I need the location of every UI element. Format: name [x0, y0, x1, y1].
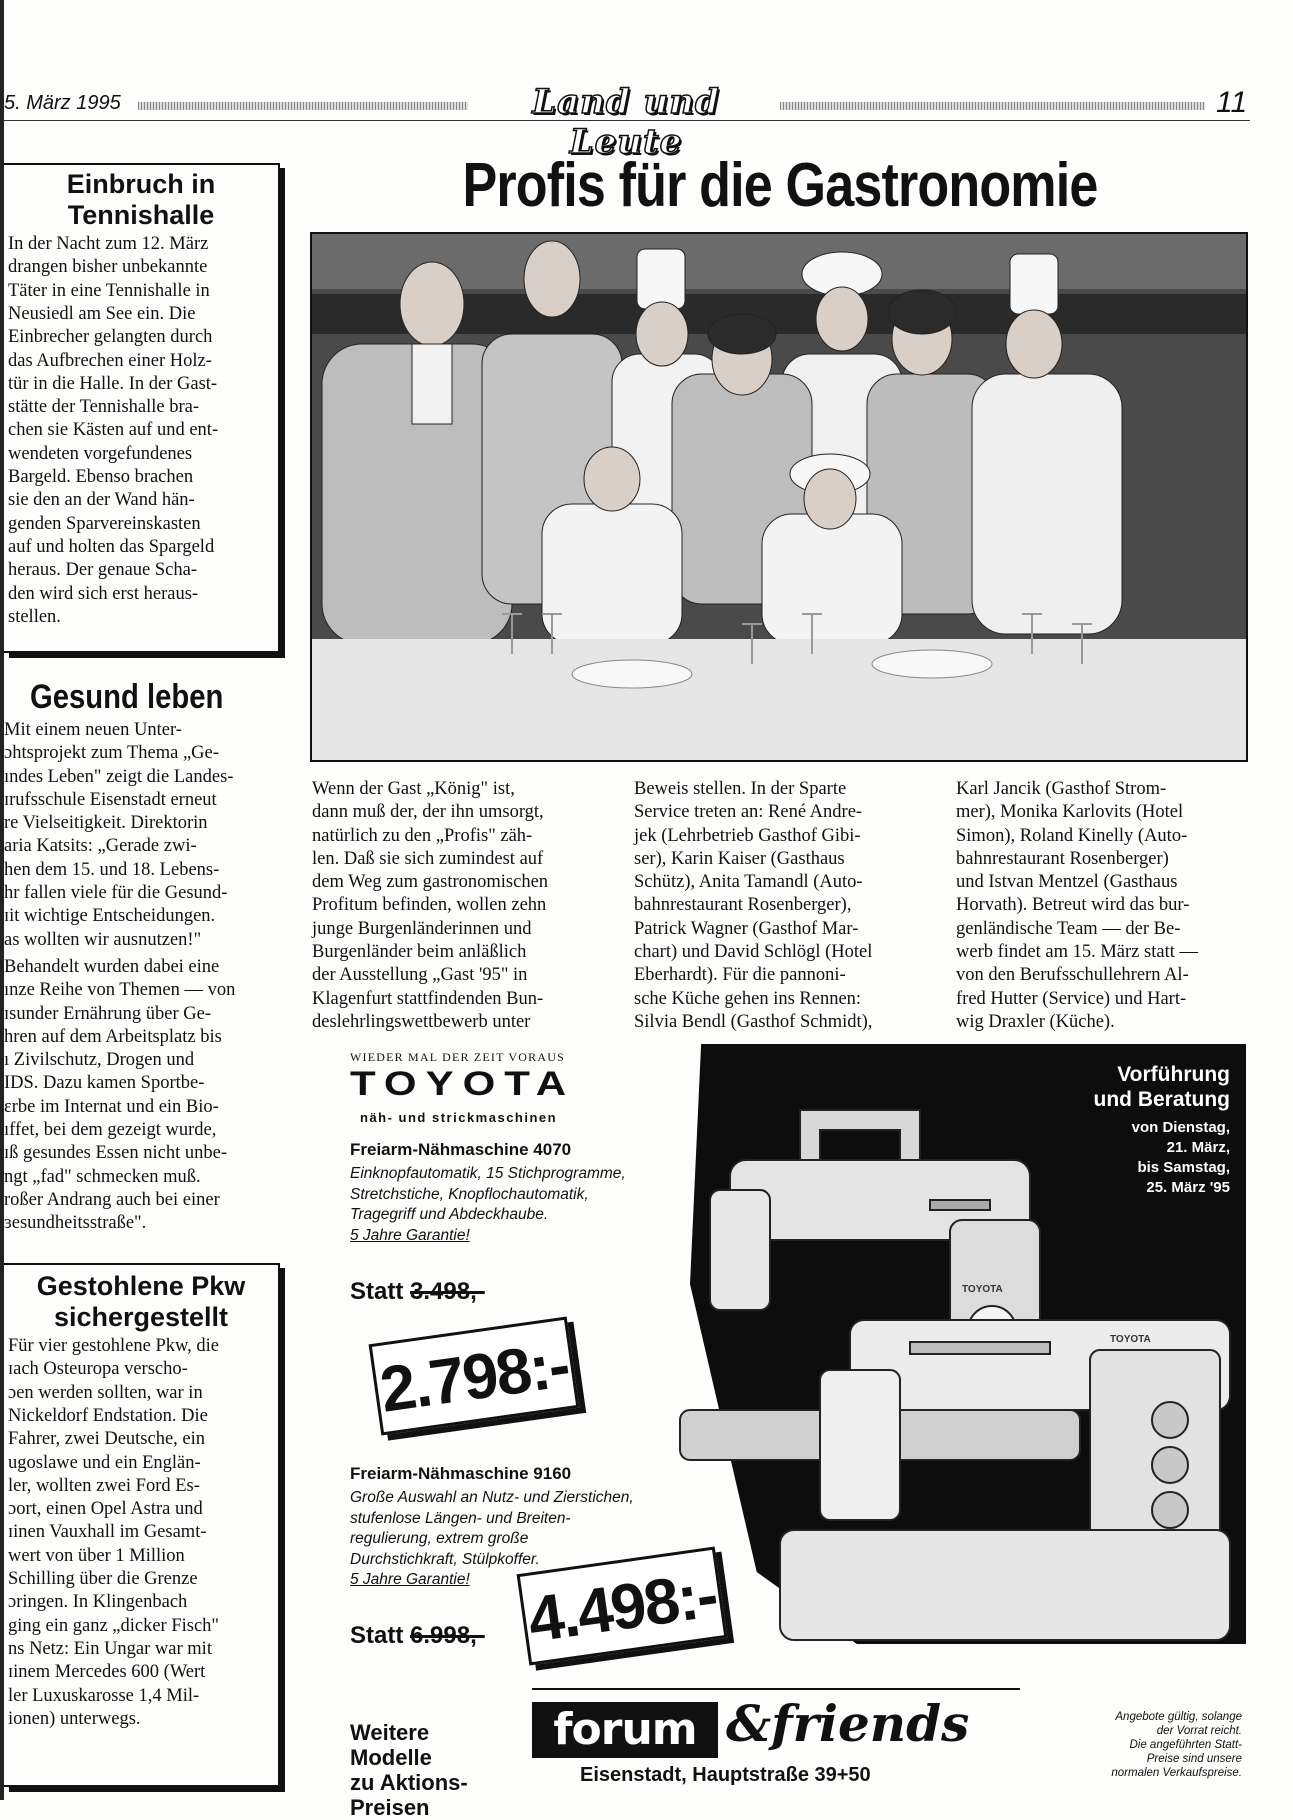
text-line: Simon), Roland Kinelly (Auto-	[956, 825, 1188, 846]
header-rule-right	[780, 102, 1205, 110]
desc-lines	[350, 1164, 626, 1226]
text-line: Patrick Wagner (Gasthof Mar-	[634, 918, 859, 939]
text-line: ɔort, einen Opel Astra und	[8, 1499, 203, 1520]
article-col-1	[312, 778, 612, 1034]
paragraph	[4, 719, 288, 952]
text-line: der Vorrat reicht.	[1156, 1725, 1242, 1737]
text-line: Klagenfurt stattfindenden Bun-	[312, 988, 544, 1009]
text-line: genländische Team — der Be-	[956, 918, 1181, 939]
article-col-3	[956, 778, 1250, 1034]
text-line: 21. März,	[1166, 1139, 1230, 1156]
text-line: ionen) unterwegs.	[8, 1708, 141, 1729]
text-line: Wenn der Gast „König" ist,	[312, 779, 515, 799]
text-line: werb findet am 15. März statt —	[956, 942, 1198, 963]
title-line: sichergestellt	[53, 1302, 229, 1333]
text-line: ugoslawe und ein Englän-	[8, 1452, 201, 1473]
text-line: stufenlose Längen- und Breiten-	[350, 1509, 571, 1527]
text-line: Burgenländer beim anläßlich	[312, 942, 527, 963]
main-headline: Profis für die Gastronomie	[462, 151, 1098, 220]
text-line: ler Luxuskarosse 1,4 Mil-	[8, 1685, 200, 1706]
text-line: hen dem 15. und 18. Lebens-	[4, 859, 220, 880]
article-gesund-body	[4, 719, 288, 1236]
text-line: Weitere	[350, 1720, 430, 1745]
text-line: IDS. Dazu kamen Sportbe-	[4, 1073, 205, 1094]
text-line: chen sie Kästen auf und ent-	[8, 420, 219, 441]
text-line: bahnrestaurant Rosenberger)	[956, 848, 1169, 869]
text-line: Angebote gültig, solange	[1115, 1711, 1242, 1723]
text-line: dem Weg zum gastronomischen	[312, 872, 549, 893]
promo-dates	[990, 1118, 1230, 1198]
text-line: chart) und David Schlögl (Hotel	[634, 942, 873, 963]
text-line: wig Draxler (Küche).	[956, 1011, 1115, 1032]
text-line: Preisen	[350, 1795, 430, 1820]
text-line: Schilling über die Grenze	[8, 1569, 198, 1590]
text-line: Horvath). Betreut wird das bur-	[956, 895, 1190, 916]
text-line: ser), Karin Kaiser (Gasthaus	[634, 848, 845, 869]
text-line: regulierung, extrem große	[350, 1530, 529, 1547]
text-line: ɛrbe im Internat und ein Bio-	[4, 1096, 219, 1117]
toyota-subtitle: näh- und strickmaschinen	[360, 1110, 558, 1125]
article-einbruch	[4, 163, 280, 653]
text-line: roßer Andrang auch bei einer	[4, 1189, 220, 1210]
article-pkw	[4, 1263, 280, 1787]
text-line: ɪsunder Ernährung über Ge-	[4, 1003, 212, 1024]
text-line: drangen bisher unbekannte	[8, 257, 208, 278]
text-line: ıffet, bei dem gezeigt wurde,	[4, 1120, 217, 1141]
old-price: 6.998,-	[410, 1622, 485, 1649]
guarantee: 5 Jahre Garantie!	[350, 1226, 470, 1244]
text-line: Durchstichkraft, Stülpkoffer.	[350, 1550, 540, 1568]
promo-title	[990, 1062, 1230, 1112]
text-line: auf und holten das Spargeld	[8, 536, 215, 557]
product-2-old-price	[350, 1622, 485, 1650]
text-line: bis Samstag,	[1137, 1159, 1230, 1176]
text-line: wendeten vorgefundenes	[8, 443, 193, 464]
text-line: ɔringen. In Klingenbach	[8, 1592, 188, 1613]
text-line: ler, wollten zwei Ford Es-	[8, 1475, 200, 1496]
text-line: von Dienstag,	[1131, 1119, 1230, 1136]
text-line: bahnrestaurant Rosenberger),	[634, 895, 852, 916]
text-line: Nickeldorf Endstation. Die	[8, 1405, 208, 1426]
text-line: ns Netz: Ein Ungar war mit	[8, 1638, 212, 1659]
article-pkw-body	[4, 1335, 278, 1731]
ad-disclaimer	[1050, 1710, 1242, 1780]
toyota-logo: TOYOTA	[350, 1064, 576, 1103]
text-line: Modelle	[350, 1745, 432, 1770]
text-line: Für vier gestohlene Pkw, die	[8, 1336, 219, 1357]
text-line: ngt „fad" schmecken muß.	[4, 1166, 201, 1187]
text-line: und Beratung	[1093, 1088, 1230, 1111]
text-line: Einbrecher gelangten durch	[8, 327, 213, 348]
article-col-2	[634, 778, 934, 1034]
text-line: re Vielseitigkeit. Direktorin	[4, 813, 208, 834]
text-line: ı Zivilschutz, Drogen und	[4, 1050, 195, 1071]
text-line: ɪß gesundes Essen nicht unbe-	[4, 1143, 227, 1164]
text-line: jek (Lehrbetrieb Gasthof Gibi-	[634, 825, 861, 846]
text-line: ɪrufsschule Eisenstadt erneut	[4, 789, 217, 810]
text-line: Behandelt wurden dabei eine	[4, 956, 220, 977]
title-line: Einbruch in	[66, 169, 216, 199]
text-line: fred Hutter (Service) und Hart-	[956, 988, 1187, 1009]
issue-date: 5. März 1995	[4, 92, 121, 114]
article-einbruch-body	[4, 233, 278, 629]
text-line: Schütz), Anita Tamandl (Auto-	[634, 872, 863, 893]
text-line: ɪinem Mercedes 600 (Wert	[8, 1662, 206, 1683]
product-1-desc	[350, 1164, 626, 1246]
text-line: Profitum befinden, wollen zehn	[312, 895, 547, 916]
header-underline	[4, 120, 1250, 121]
text-line: Fahrer, zwei Deutsche, ein	[8, 1429, 206, 1450]
header-rule-left	[138, 102, 468, 110]
text-line: zu Aktions-	[350, 1770, 468, 1795]
text-line: genden Sparvereinskasten	[8, 513, 201, 534]
text-line: und Istvan Mentzel (Gasthaus	[956, 872, 1178, 893]
machine-brand-label-2: TOYOTA	[1110, 1334, 1151, 1345]
text-line: heraus. Der genaue Scha-	[8, 560, 198, 581]
text-line: stellen.	[8, 606, 61, 627]
store-name-forum: forum	[532, 1702, 718, 1758]
text-line: ɜesundheitsstraße".	[4, 1213, 147, 1234]
machine-brand-label-1: TOYOTA	[962, 1284, 1003, 1295]
text-line: Einknopfautomatik, 15 Stichprogramme,	[350, 1165, 626, 1182]
text-line: ınze Reihe von Themen — von	[4, 980, 236, 1001]
text-line: Vorführung	[1117, 1063, 1230, 1086]
text-line: Mit einem neuen Unter-	[4, 720, 182, 740]
store-logo	[532, 1688, 1020, 1758]
article-gesund-title: Gesund leben	[30, 678, 224, 716]
text-line: mer), Monika Karlovits (Hotel	[956, 802, 1184, 823]
text-line: Silvia Bendl (Gasthof Schmidt),	[634, 1011, 873, 1032]
promo-block	[990, 1062, 1230, 1198]
text-line: Preise sind unsere	[1146, 1753, 1242, 1765]
text-line: sie den an der Wand hän-	[8, 490, 195, 511]
section-title: Land und Leute	[532, 82, 720, 162]
text-line: len. Daß sie sich zumindest auf	[312, 848, 544, 869]
store-name-friends: &friends	[726, 1694, 970, 1753]
text-line: sche Küche gehen ins Rennen:	[634, 988, 862, 1009]
text-line: das Aufbrechen einer Holz-	[8, 350, 212, 371]
text-line: Neusiedl am See ein. Die	[8, 303, 196, 324]
title-line: Gestohlene Pkw	[36, 1271, 246, 1301]
text-line: 25. März '95	[1146, 1179, 1230, 1196]
paragraph	[4, 956, 288, 1236]
text-line: tür in die Halle. In der Gast-	[8, 373, 218, 394]
statt-label: Statt	[350, 1622, 404, 1649]
article-pkw-title	[4, 1271, 278, 1333]
text-line: ɪit wichtige Entscheidungen.	[4, 906, 216, 927]
text-line: ɔen werden sollten, war in	[8, 1382, 203, 1403]
text-line: junge Burgenländerinnen und	[312, 918, 532, 939]
text-line: deslehrlingswettbewerb unter	[312, 1011, 531, 1032]
text-line: hr fallen viele für die Gesund-	[4, 883, 228, 904]
page-header	[0, 82, 1250, 162]
text-line: Karl Jancik (Gasthof Strom-	[956, 779, 1167, 799]
text-line: Stretchstiche, Knopflochautomatik,	[350, 1185, 589, 1203]
text-line: ging ein ganz „dicker Fisch"	[8, 1615, 219, 1636]
text-line: ındes Leben" zeigt die Landes-	[4, 766, 234, 787]
article-einbruch-title	[4, 169, 278, 231]
text-line: der Ausstellung „Gast '95" in	[312, 965, 528, 986]
toyota-advertisement	[310, 1040, 1250, 1820]
text-line: stätte der Tennishalle bra-	[8, 397, 199, 418]
text-line: normalen Verkaufspreise.	[1111, 1767, 1242, 1779]
text-line: aria Katsits: „Gerade zwi-	[4, 836, 197, 857]
text-line: Die angeführten Statt-	[1129, 1739, 1242, 1751]
text-line: ɪach Osteuropa verscho-	[8, 1359, 188, 1380]
more-models-text	[350, 1720, 468, 1820]
group-photo	[310, 232, 1248, 762]
product-2-price: 4.498:-	[517, 1547, 728, 1666]
text-line: ɔhtsprojekt zum Thema „Ge-	[4, 743, 219, 764]
text-line: Beweis stellen. In der Sparte	[634, 779, 847, 799]
old-price: 3.498,-	[410, 1278, 485, 1305]
product-1-name: Freiarm-Nähmaschine 4070	[350, 1140, 572, 1159]
text-line: Eberhardt). Für die pannoni-	[634, 965, 846, 986]
text-line: ɪinen Vauxhall im Gesamt-	[8, 1522, 207, 1543]
text-line: as wollten wir ausnutzen!"	[4, 929, 202, 950]
text-line: hren auf dem Arbeitsplatz bis	[4, 1026, 222, 1047]
text-line: Service treten an: René Andre-	[634, 802, 863, 823]
text-line: Große Auswahl an Nutz- und Zierstichen,	[350, 1489, 634, 1506]
statt-label: Statt	[350, 1278, 404, 1305]
text-line: natürlich zu den „Profis" zäh-	[312, 825, 533, 846]
text-line: Tragegriff und Abdeckhaube.	[350, 1206, 549, 1223]
text-line: Täter in eine Tennishalle in	[8, 280, 210, 301]
text-line: wert von über 1 Million	[8, 1545, 185, 1566]
title-line: Tennishalle	[67, 200, 215, 231]
guarantee: 5 Jahre Garantie!	[350, 1571, 470, 1588]
group-photo-illustration	[312, 234, 1246, 760]
product-2-name: Freiarm-Nähmaschine 9160	[350, 1464, 572, 1483]
text-line: von den Berufsschullehrern Al-	[956, 965, 1189, 986]
product-1-old-price	[350, 1278, 485, 1306]
page-number: 11	[1216, 86, 1248, 119]
text-line: In der Nacht zum 12. März	[8, 234, 209, 255]
ad-tagline: WIEDER MAL DER ZEIT VORAUS	[350, 1050, 565, 1064]
text-line: den wird sich erst heraus-	[8, 583, 199, 604]
text-line: dann muß der, der ihn umsorgt,	[312, 802, 544, 823]
text-line: Bargeld. Ebenso brachen	[8, 467, 194, 488]
product-1-price: 2.798:-	[369, 1317, 580, 1436]
store-address: Eisenstadt, Hauptstraße 39+50	[580, 1764, 871, 1786]
desc-lines	[350, 1488, 634, 1570]
